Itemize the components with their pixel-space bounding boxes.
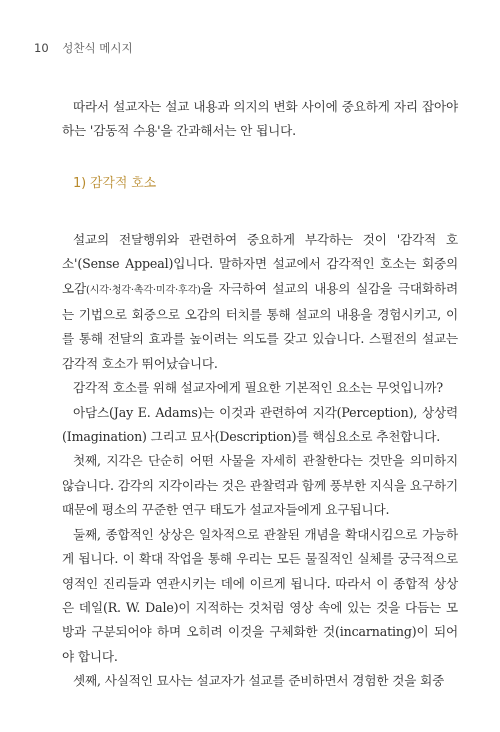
running-head (34, 40, 133, 56)
paragraph-second: 둘째, 종합적인 상상은 일차적으로 관찰된 개념을 확대시킴으로 가능하게 됩니다. 이 확대 작업을 통해 우리는 모든 물질적인 실체를 궁극적으로 영적인 진리들과 연관시키는 데에 이르게 됩니다. 따라서 이 종합적 상상은 데일(R. W. Dale)이 지적하는 것처럼 영상 속에 있는 것을 다듬는 모방과 구분되어야 하며 오히려 이것을 구체화한 것(incarnating)이 되어야 합니다. (62, 526, 458, 664)
paragraph-sense-appeal-text-1: 설교의 전달행위와 관련하여 중요하게 부각하는 것이 '감각적 호소'(Sense Appeal)입니다. 말하자면 설교에서 감각적인 호소는 회중의 오감 (62, 231, 458, 296)
paragraph-sense-appeal-text-2: 을 자극하여 설교의 내용의 실감을 극대화하려는 기법으로 회중으로 오감의 터치를 통해 설교의 내용을 경험시키고, 이를 통해 전달의 효과를 높이려는 의도를 갖고 있습니다. 스펄전의 설교는 감각적 호소가 뛰어났습니다. (62, 280, 458, 371)
paragraph-first: 첫째, 지각은 단순히 어떤 사물을 자세히 관찰한다는 것만을 의미하지 않습니다. 감각의 지각이라는 것은 관찰력과 함께 풍부한 지식을 요구하기 때문에 평소의 꾸준한 연구 태도가 설교자들에게 요구됩니다. (62, 453, 458, 518)
paragraph-intro: 따라서 설교자는 설교 내용과 의지의 변화 사이에 중요하게 자리 잡아야 하는 '감동적 수용'을 간과해서는 안 됩니다. (62, 99, 458, 139)
page-body (62, 95, 458, 694)
paragraph-sense-appeal (62, 228, 458, 376)
paragraph-adams: 아담스(Jay E. Adams)는 이것과 관련하여 지각(Perception), 상상력(Imagination) 그리고 묘사(Description)를 핵심요소로 추천합니다. (62, 404, 458, 445)
paragraph-third: 셋째, 사실적인 묘사는 설교자가 설교를 준비하면서 경험한 것을 회중 (73, 673, 445, 689)
five-senses-note: (시각·청각·촉각·미각·후각) (86, 284, 201, 296)
section-heading: 1) 감각적 호소 (73, 175, 157, 191)
paragraph-question: 감각적 호소를 위해 설교자에게 필요한 기본적인 요소는 무엇입니까? (73, 380, 444, 396)
page-number: 10 (34, 41, 49, 55)
running-title: 성찬식 메시지 (62, 41, 133, 55)
